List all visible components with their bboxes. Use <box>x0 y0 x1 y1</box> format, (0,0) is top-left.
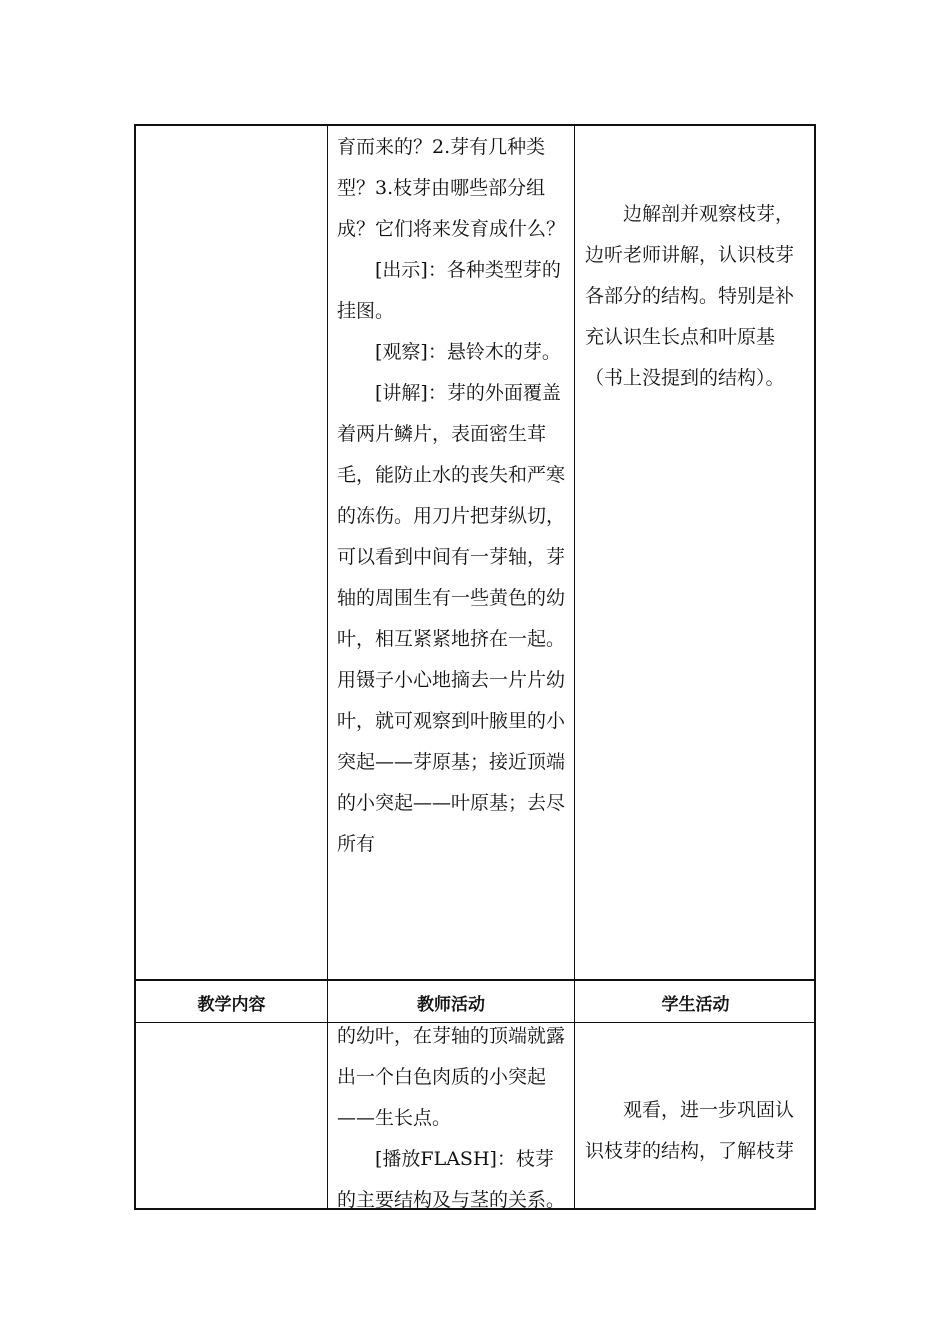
teacher-play-flash: [播放FLASH]：枝芽的主要结构及与茎的关系。 <box>337 1148 566 1211</box>
column-divider-2 <box>574 126 575 1208</box>
header-teaching-content: 教学内容 <box>197 994 266 1015</box>
header-student-activity: 学生活动 <box>661 994 730 1015</box>
column-divider-1 <box>327 126 328 1208</box>
bottom-student-cell <box>585 1090 807 1172</box>
header-teacher-activity: 教师活动 <box>417 994 485 1015</box>
lesson-plan-table <box>134 124 816 1210</box>
student-watch-consolidate: 观看，进一步巩固认识枝芽的结构，了解枝芽 <box>585 1099 795 1162</box>
top-content-cell <box>136 126 327 979</box>
teacher-observe: [观察]：悬铃木的芽。 <box>375 341 561 363</box>
top-student-cell <box>585 194 807 399</box>
teacher-show-chart: [出示]：各种类型芽的挂图。 <box>337 259 561 322</box>
teacher-explain: [讲解]：芽的外面覆盖着两片鳞片，表面密生茸毛，能防止水的丧失和严寒的冻伤。用刀片把芽纵切，可以看到中间有一芽轴，芽轴的周围生有一些黄色的幼叶，相互紧紧地挤在一起。用镊子小心地摘去一片片幼叶，就可观察到叶腋里的小突起——芽原基；接近顶端的小突起——叶原基；去尽所有 <box>337 382 566 855</box>
bottom-teacher-cell <box>337 1016 572 1221</box>
bottom-content-cell <box>136 1023 327 1210</box>
teacher-questions: 育而来的？2.芽有几种类型？3.枝芽由哪些部分组成？它们将来发育成什么？ <box>337 136 566 240</box>
top-teacher-cell <box>337 127 565 865</box>
teacher-growth-point: 的幼叶，在芽轴的顶端就露出一个白色肉质的小突起——生长点。 <box>337 1025 566 1129</box>
student-dissect-observe: 边解剖并观察枝芽，边听老师讲解，认识枝芽各部分的结构。特别是补充认识生长点和叶原基（书上没提到的结构）。 <box>585 203 795 389</box>
